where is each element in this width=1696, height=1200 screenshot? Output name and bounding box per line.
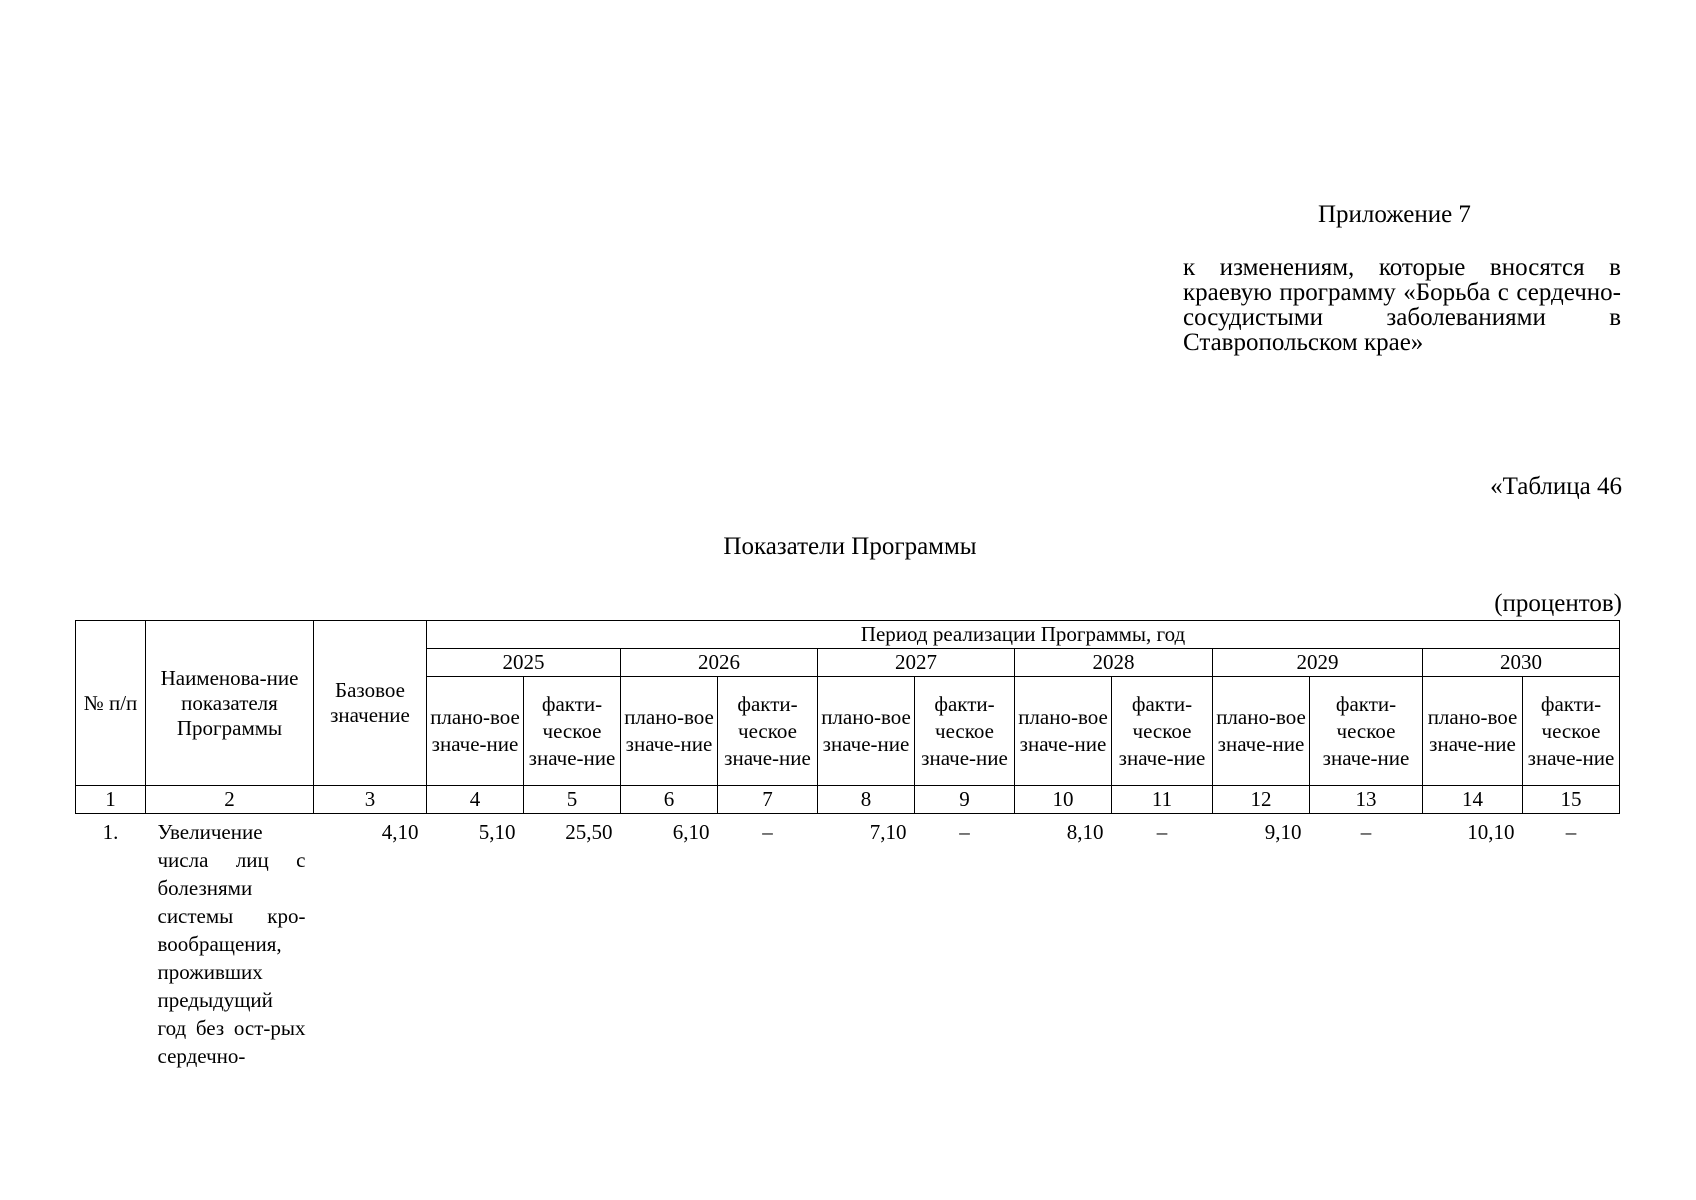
column-number: 6 (621, 786, 718, 814)
base-value: 4,10 (381, 820, 419, 844)
appendix-subtitle: к изменениям, которые вносятся в краевую программу «Борьба с сердечно-сосудистыми заболеваниями в Ставропольском крае» (1183, 254, 1621, 356)
indicator-name: Увеличение числа лиц с болезнями системы кро-вообращения, проживших предыдущий год без ост-рых сердечно- (157, 820, 306, 1068)
header-actual: факти-ческое значе-ние (1310, 677, 1423, 786)
column-number: 14 (1423, 786, 1523, 814)
column-number: 15 (1523, 786, 1620, 814)
column-number: 8 (818, 786, 915, 814)
planned-value: 5,10 (478, 820, 516, 844)
planned-value: 8,10 (1066, 820, 1104, 844)
header-year: 2025 (427, 649, 621, 677)
actual-value: 25,50 (565, 820, 613, 844)
header-period: Период реализации Программы, год (427, 621, 1620, 649)
header-planned: плано-вое значе-ние (818, 677, 915, 786)
header-year: 2029 (1213, 649, 1423, 677)
header-year: 2026 (621, 649, 818, 677)
appendix-title: Приложение 7 (1318, 201, 1471, 228)
column-number: 13 (1310, 786, 1423, 814)
header-actual: факти-ческое значе-ние (1112, 677, 1213, 786)
column-number: 12 (1213, 786, 1310, 814)
header-actual: факти-ческое значе-ние (915, 677, 1015, 786)
row-number: 1. (102, 820, 119, 844)
header-indicator-name: Наименова-ние показателя Программы (146, 621, 314, 786)
header-planned: плано-вое значе-ние (621, 677, 718, 786)
header-planned: плано-вое значе-ние (1015, 677, 1112, 786)
column-number: 10 (1015, 786, 1112, 814)
actual-value: – (959, 820, 970, 844)
header-year: 2028 (1015, 649, 1213, 677)
header-base-value: Базовое значение (314, 621, 427, 786)
units-label: (процентов) (1494, 590, 1622, 617)
column-number: 11 (1112, 786, 1213, 814)
planned-value: 7,10 (869, 820, 907, 844)
actual-value: – (1156, 820, 1168, 844)
header-planned: плано-вое значе-ние (1423, 677, 1523, 786)
header-planned: плано-вое значе-ние (1213, 677, 1310, 786)
planned-value: 6,10 (672, 820, 710, 844)
column-number: 3 (314, 786, 427, 814)
column-number: 2 (146, 786, 314, 814)
column-number: 1 (76, 786, 146, 814)
actual-value: – (1360, 820, 1372, 844)
planned-value: 9,10 (1264, 820, 1302, 844)
indicators-table (75, 620, 1620, 1070)
planned-value: 10,10 (1467, 820, 1515, 844)
column-number: 4 (427, 786, 524, 814)
table-number: «Таблица 46 (1490, 473, 1622, 500)
header-year: 2027 (818, 649, 1015, 677)
table-row (76, 814, 1620, 1071)
document-title: Показатели Программы (723, 533, 977, 560)
column-number: 5 (524, 786, 621, 814)
header-actual: факти-ческое значе-ние (718, 677, 818, 786)
header-actual: факти-ческое значе-ние (1523, 677, 1620, 786)
header-planned: плано-вое значе-ние (427, 677, 524, 786)
header-year: 2030 (1423, 649, 1620, 677)
column-number: 7 (718, 786, 818, 814)
column-number: 9 (915, 786, 1015, 814)
actual-value: – (762, 820, 773, 844)
header-actual: факти-ческое значе-ние (524, 677, 621, 786)
header-rowno: № п/п (76, 621, 146, 786)
actual-value: – (1565, 820, 1577, 844)
